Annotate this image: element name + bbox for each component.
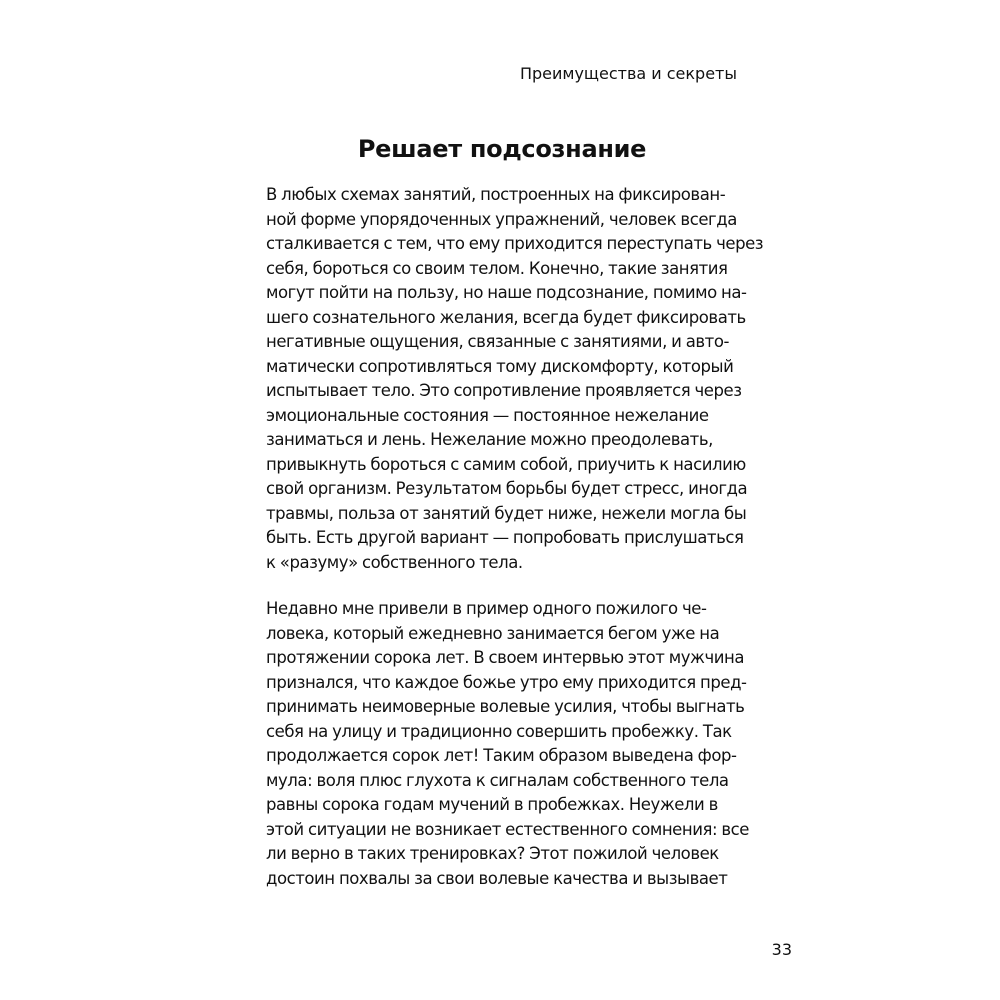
text-line: испытывает тело. Это сопротивление проявляется через — [266, 381, 742, 400]
text-line: себя, бороться со своим телом. Конечно, такие занятия — [266, 258, 728, 278]
text-line: заниматься и лень. Нежелание можно преодолевать, — [266, 430, 713, 449]
text-line: себя на улицу и традиционно совершить пробежку. Так — [266, 721, 732, 741]
running-header: Преимущества и секреты — [519, 64, 737, 83]
text-line: быть. Есть другой вариант — попробовать прислушаться — [266, 528, 744, 547]
text-line: признался, что каждое божье утро ему приходится пред- — [266, 672, 747, 692]
text-line: шего сознательного желания, всегда будет фиксировать — [266, 307, 746, 327]
text-line: ной форме упорядоченных упражнений, человек всегда — [266, 209, 737, 229]
text-line: травмы, польза от занятий будет ниже, нежели могла бы — [266, 503, 747, 523]
text-line: достоин похвалы за свои волевые качества и вызывает — [266, 868, 728, 888]
text-line: привыкнуть бороться с самим собой, приучить к насилию — [266, 454, 746, 474]
text-line: матически сопротивляться тому дискомфорту, который — [266, 356, 734, 376]
text-line: протяжении сорока лет. В своем интервью этот мужчина — [266, 648, 745, 667]
text-line: эмоциональные состояния — постоянное нежелание — [266, 405, 709, 425]
text-line: равны сорока годам мучений в пробежках. Неужели в — [266, 795, 718, 814]
text-line: ли верно в таких тренировках? Этот пожилой человек — [266, 844, 719, 863]
paragraph-2 — [266, 597, 749, 891]
page-number: 33 — [771, 940, 792, 959]
text-line: могут пойти на пользу, но наше подсознание, помимо на- — [266, 283, 747, 302]
text-line: принимать неимоверные волевые усилия, чтобы выгнать — [266, 697, 745, 716]
text-line: Недавно мне привели в пример одного пожилого че- — [266, 599, 707, 618]
text-line: негативные ощущения, связанные с занятиями, и авто- — [266, 332, 729, 351]
text-line: этой ситуации не возникает естественного сомнения: все — [266, 819, 749, 839]
text-line: к «разуму» собственного тела. — [266, 552, 523, 572]
text-line: сталкивается с тем, что ему приходится переступать через — [266, 234, 764, 253]
text-line: ловека, который ежедневно занимается бегом уже на — [266, 623, 720, 643]
text-line: мула: воля плюс глухота к сигналам собственного тела — [266, 770, 729, 790]
text-line: В любых схемах занятий, построенных на фиксирован- — [266, 185, 726, 204]
text-line: продолжается сорок лет! Таким образом выведена фор- — [266, 746, 737, 765]
paragraph-1 — [266, 183, 764, 575]
section-title: Решает подсознание — [357, 135, 647, 163]
text-line: свой организм. Результатом борьбы будет стресс, иногда — [266, 479, 748, 498]
